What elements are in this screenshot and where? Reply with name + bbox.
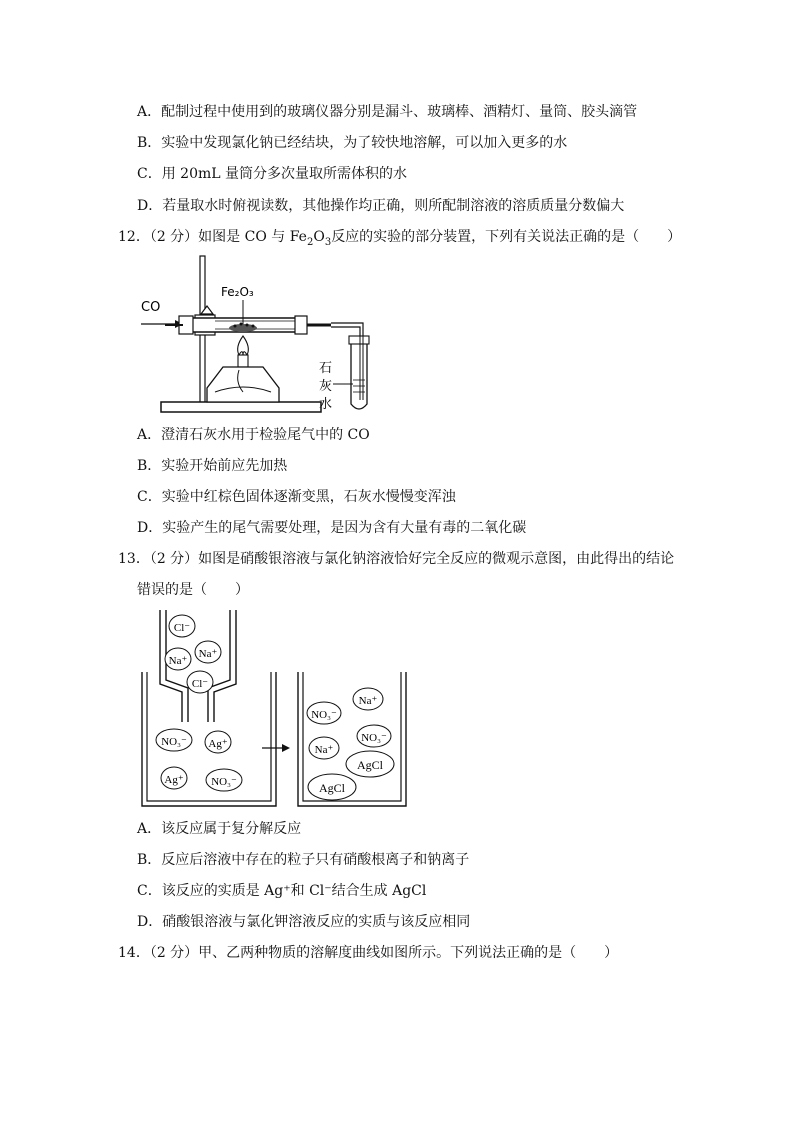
test-tube-stopper <box>349 336 369 344</box>
q13-micro-figure <box>138 606 410 810</box>
q12-option-c: C．实验中红棕色固体逐渐变黑，石灰水慢慢变浑浊 <box>137 489 456 505</box>
particle-cl-label: Cl⁻ <box>173 622 191 634</box>
q11-option-a: A．配制过程中使用到的玻璃仪器分别是漏斗、玻璃棒、酒精灯、量筒、胶头滴管 <box>137 104 638 120</box>
q11-option-d: D．若量取水时俯视读数，其他操作均正确，则所配制溶液的溶质质量分数偏大 <box>137 198 625 214</box>
stand-base <box>161 402 321 412</box>
particle-no3-label: NO₃⁻ <box>161 736 187 748</box>
q12-option-a: A．澄清石灰水用于检验尾气中的 CO <box>137 427 370 443</box>
particle-no3-label: NO₃⁻ <box>211 776 237 788</box>
q12-option-b: B．实验开始前应先加热 <box>137 458 288 474</box>
q11-option-c: C．用 20mL 量筒分多次量取所需体积的水 <box>137 166 407 182</box>
q12-stem <box>118 227 681 253</box>
q12-number: 12．（2 分） <box>118 229 199 245</box>
q13-number: 13．（2 分） <box>118 551 199 567</box>
particle-na-label: Na⁺ <box>168 655 188 667</box>
alcohol-lamp <box>207 367 279 402</box>
q13-option-c: C．该反应的实质是 Ag⁺和 Cl⁻结合生成 AgCl <box>137 883 427 899</box>
limewater-label-3: 水 <box>319 397 333 412</box>
funnel-right-outer <box>214 610 236 722</box>
q11-option-b: B．实验中发现氯化钠已经结块，为了较快地溶解，可以加入更多的水 <box>137 135 568 151</box>
limewater-label-2: 灰 <box>319 379 333 394</box>
q13-stem-line1: 如图是硝酸银溶液与氯化钠溶液恰好完全反应的微观示意图，由此得出的结论 <box>198 551 675 567</box>
particle-na-label: Na⁺ <box>358 695 378 707</box>
right-stopper <box>295 316 307 334</box>
q12-stem-post: 反应的实验的部分装置，下列有关说法正确的是（ ） <box>331 229 682 245</box>
q12-apparatus-figure <box>135 252 395 418</box>
particle-na-label: Na⁺ <box>314 744 334 756</box>
particle-cl-label: Cl⁻ <box>191 678 209 690</box>
q13-stem <box>118 549 674 569</box>
particle-no3-label: NO₃⁻ <box>361 732 387 744</box>
reaction-arrowhead <box>282 744 290 752</box>
fe2o3-label: Fe₂O₃ <box>221 285 254 299</box>
particle-na-label: Na⁺ <box>198 648 218 660</box>
particle-ag-label: Ag⁺ <box>164 774 184 786</box>
particle-ag-label: Ag⁺ <box>208 738 228 750</box>
q13-stem-line2: 错误的是（ ） <box>137 582 249 598</box>
q12-option-d: D．实验产生的尾气需要处理，是因为含有大量有毒的二氧化碳 <box>137 520 527 536</box>
q12-stem-pre: 如图是 CO 与 Fe <box>198 229 307 245</box>
limewater-label-1: 石 <box>319 361 333 376</box>
q12-sub1: 2 <box>306 236 314 248</box>
q13-option-d: D．硝酸银溶液与氯化钾溶液反应的实质与该反应相同 <box>137 914 471 930</box>
q14-stem: 14．（2 分）甲、乙两种物质的溶解度曲线如图所示。下列说法正确的是（ ） <box>118 945 619 961</box>
q12-stem-mid: O <box>313 229 325 245</box>
funnel-right-inner <box>208 610 230 722</box>
co-label: CO <box>141 300 161 315</box>
particle-agcl-label: AgCl <box>356 758 384 772</box>
flame-icon <box>238 336 249 356</box>
q13-option-b: B．反应后溶液中存在的粒子只有硝酸根离子和钠离子 <box>137 852 470 868</box>
particle-no3-label: NO₃⁻ <box>311 709 337 721</box>
q13-option-a: A．该反应属于复分解反应 <box>137 821 302 837</box>
test-tube <box>351 336 367 409</box>
particle-agcl-label: AgCl <box>318 781 346 795</box>
lamp-wick <box>238 355 248 367</box>
q12-sub2: 3 <box>324 236 332 248</box>
